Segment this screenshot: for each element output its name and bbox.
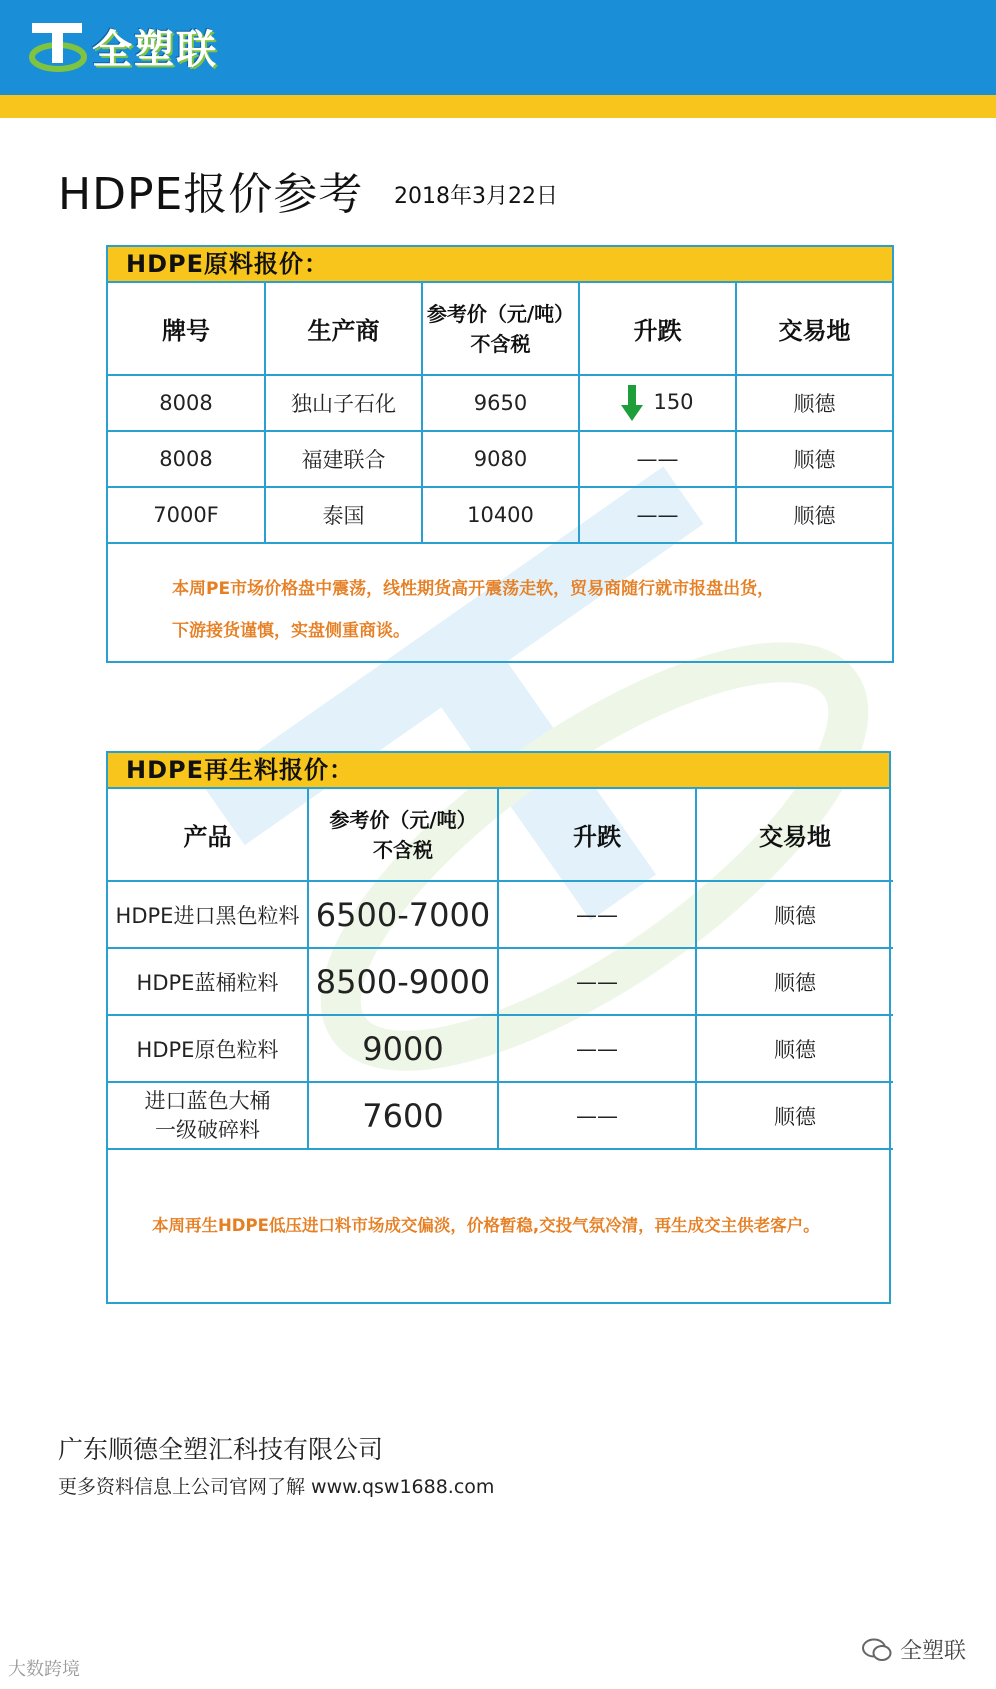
logo (28, 16, 218, 76)
website-info: 更多资料信息上公司官网了解 www.qsw1688.com (58, 1476, 495, 1498)
recycled-table (108, 789, 893, 1150)
cell-place: 顺德 (696, 948, 893, 1015)
cell-maker: 泰国 (265, 487, 422, 543)
cell-place: 顺德 (736, 375, 892, 431)
cell-price: 9650 (422, 375, 579, 431)
cell-product: HDPE蓝桶粒料 (108, 948, 308, 1015)
col-price (422, 283, 579, 375)
wechat-name: 全塑联 (899, 1639, 966, 1664)
raw-material-table (108, 283, 892, 544)
col-maker: 生产商 (265, 283, 422, 375)
col-product: 产品 (108, 789, 308, 881)
page-date: 2018年3月22日 (394, 184, 558, 209)
cell-grade: 8008 (108, 375, 265, 431)
cell-price: 8500-9000 (308, 948, 498, 1015)
col-price-line2: 不含税 (373, 837, 433, 862)
cell-change: —— (579, 431, 736, 487)
cell-price: 9080 (422, 431, 579, 487)
cell-change (579, 375, 736, 431)
raw-material-note (108, 544, 892, 652)
table-row (108, 1015, 893, 1082)
table-row (108, 881, 893, 948)
cell-grade: 8008 (108, 431, 265, 487)
header-stripe (0, 95, 996, 118)
table-row (108, 431, 892, 487)
table-row (108, 1082, 893, 1149)
cell-product: HDPE进口黑色粒料 (108, 881, 308, 948)
raw-material-heading: HDPE原料报价： (108, 247, 892, 283)
cell-grade: 7000F (108, 487, 265, 543)
col-place: 交易地 (696, 789, 893, 881)
cell-product: HDPE原色粒料 (108, 1015, 308, 1082)
col-price-line1: 参考价（元/吨） (329, 807, 477, 832)
cell-maker: 独山子石化 (265, 375, 422, 431)
table-header-row (108, 283, 892, 375)
cell-change: —— (498, 1082, 696, 1149)
wechat-source (862, 1634, 966, 1665)
table-header-row (108, 789, 893, 881)
col-place: 交易地 (736, 283, 892, 375)
logo-text: 全塑联 (92, 26, 218, 73)
page-title: HDPE报价参考 (58, 169, 364, 220)
col-change: 升跌 (579, 283, 736, 375)
recycled-note: 本周再生HDPE低压进口料市场成交偏淡，价格暂稳,交投气氛冷清，再生成交主供老客户。 (152, 1216, 820, 1235)
table-row (108, 375, 892, 431)
company-name: 广东顺德全塑汇科技有限公司 (58, 1435, 384, 1464)
recycled-section (106, 751, 891, 1304)
table-row (108, 487, 892, 543)
cell-place: 顺德 (736, 487, 892, 543)
col-price (308, 789, 498, 881)
change-value: 150 (653, 390, 694, 414)
cell-product (108, 1082, 308, 1149)
product-line-1: 进口蓝色大桶 (144, 1088, 271, 1113)
cell-change: —— (498, 948, 696, 1015)
cell-change: —— (498, 881, 696, 948)
cell-price: 10400 (422, 487, 579, 543)
cell-price: 6500-7000 (308, 881, 498, 948)
note-line-1: 本周PE市场价格盘中震荡，线性期货高开震荡走软，贸易商随行就市报盘出货， (172, 579, 775, 599)
cell-place: 顺德 (696, 1015, 893, 1082)
product-line-2: 一级破碎料 (155, 1117, 260, 1142)
cell-price: 7600 (308, 1082, 498, 1149)
col-change: 升跌 (498, 789, 696, 881)
cell-change: —— (498, 1015, 696, 1082)
cell-price: 9000 (308, 1015, 498, 1082)
col-grade: 牌号 (108, 283, 265, 375)
cell-change: —— (579, 487, 736, 543)
col-price-line1: 参考价（元/吨） (426, 301, 575, 326)
recycled-heading: HDPE再生料报价： (108, 753, 889, 789)
col-price-line2: 不含税 (470, 331, 531, 356)
table-row (108, 948, 893, 1015)
wechat-icon (862, 1638, 892, 1662)
cell-maker: 福建联合 (265, 431, 422, 487)
corner-watermark: 大数跨境 (8, 1659, 80, 1680)
cell-place: 顺德 (696, 881, 893, 948)
logo-icon (28, 17, 90, 75)
raw-material-section (106, 245, 894, 663)
cell-place: 顺德 (696, 1082, 893, 1149)
down-arrow-icon (621, 385, 643, 421)
header-banner (0, 0, 996, 95)
cell-place: 顺德 (736, 431, 892, 487)
note-line-2: 下游接货谨慎，实盘侧重商谈。 (172, 621, 410, 641)
